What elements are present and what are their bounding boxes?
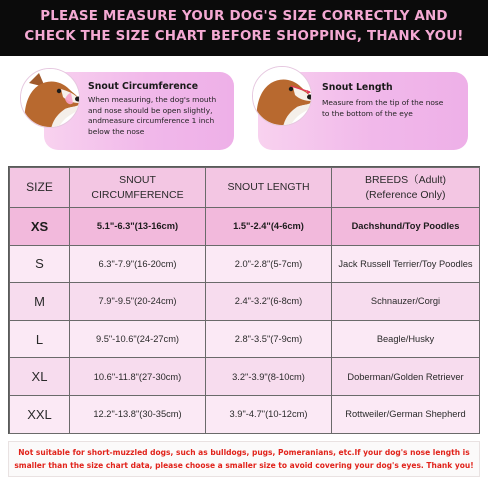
banner-line-2: CHECK THE SIZE CHART BEFORE SHOPPING, THANK YOU! — [24, 29, 464, 44]
circumference-cell: 10.6"-11.8"(27-30cm) — [70, 358, 206, 396]
dog-length-photo — [252, 66, 312, 126]
length-cell: 3.2"-3.9"(8-10cm) — [206, 358, 332, 396]
table-row — [10, 283, 480, 321]
header-snout-circumference: SNOUT CIRCUMFERENCE — [70, 168, 206, 208]
length-cell: 1.5"-2.4"(4-6cm) — [206, 208, 332, 246]
length-description: Measure from the tip of the nose to the bottom of the eye — [322, 98, 444, 118]
circumference-cell: 9.5"-10.6"(24-27cm) — [70, 320, 206, 358]
table-row — [10, 395, 480, 433]
breeds-cell: Rottweiler/German Shepherd — [332, 395, 480, 433]
breeds-cell: Doberman/Golden Retriever — [332, 358, 480, 396]
header-size: SIZE — [10, 168, 70, 208]
length-cell: 2.0"-2.8"(5-7cm) — [206, 245, 332, 283]
circumference-cell: 6.3"-7.9"(16-20cm) — [70, 245, 206, 283]
circumference-cell: 5.1"-6.3"(13-16cm) — [70, 208, 206, 246]
size-cell: L — [10, 320, 70, 358]
length-cell: 2.8"-3.5"(7-9cm) — [206, 320, 332, 358]
circumference-description: When measuring, the dog's mouth and nose should be open slightly, andmeasure circumference 1 inch below the nose — [88, 95, 217, 136]
breeds-cell: Schnauzer/Corgi — [332, 283, 480, 321]
short-muzzle-warning — [8, 441, 480, 477]
circumference-cell: 12.2"-13.8"(30-35cm) — [70, 395, 206, 433]
header-snout-length: SNOUT LENGTH — [206, 168, 332, 208]
breeds-cell: Jack Russell Terrier/Toy Poodles — [332, 245, 480, 283]
size-cell: XL — [10, 358, 70, 396]
breeds-cell: Beagle/Husky — [332, 320, 480, 358]
top-banner — [0, 0, 488, 56]
size-cell: XXL — [10, 395, 70, 433]
circumference-title: Snout Circumference — [88, 81, 199, 92]
size-cell: XS — [10, 208, 70, 246]
dog-head-illustration — [21, 69, 80, 128]
warning-line-2: smaller than the size chart data, please choose a smaller size to avoid covering your dog's eyes. Thank you! — [14, 461, 474, 470]
size-chart-table — [8, 166, 480, 434]
banner-line-1: PLEASE MEASURE YOUR DOG'S SIZE CORRECTLY AND — [40, 9, 448, 24]
circumference-cell: 7.9"-9.5"(20-24cm) — [70, 283, 206, 321]
warning-line-1: Not suitable for short-muzzled dogs, such as bulldogs, pugs, Pomeranians, etc.If your dog's nose length is — [18, 448, 470, 457]
table-row — [10, 245, 480, 283]
size-cell: M — [10, 283, 70, 321]
dog-circumference-photo — [20, 68, 80, 128]
table-row — [10, 208, 480, 246]
table-row — [10, 320, 480, 358]
dog-head-illustration — [253, 67, 312, 126]
breeds-cell: Dachshund/Toy Poodles — [332, 208, 480, 246]
length-cell: 3.9"-4.7"(10-12cm) — [206, 395, 332, 433]
header-breeds: BREEDS（Adult) (Reference Only) — [332, 168, 480, 208]
length-title: Snout Length — [322, 82, 393, 93]
size-cell: S — [10, 245, 70, 283]
table-row — [10, 358, 480, 396]
length-cell: 2.4"-3.2"(6-8cm) — [206, 283, 332, 321]
